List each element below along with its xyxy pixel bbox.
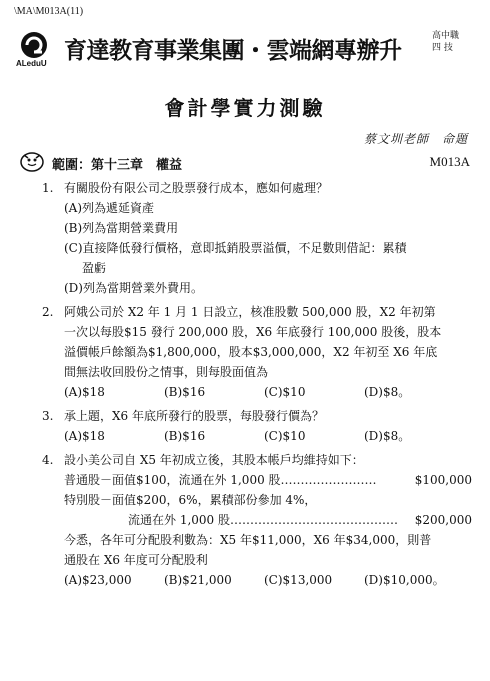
question-3 [42, 406, 472, 446]
question-stem-line: 溢價帳戶餘額為$1,800,000，股本$3,000,000，X2 年初至 X6 年底 [64, 345, 438, 359]
capital-row-label: 流通在外 1,000 股…………………………………… [128, 513, 398, 527]
page-title: 會計學實力測驗 [164, 96, 326, 120]
option-b: (B)列為當期營業費用 [64, 221, 179, 235]
organization-name: 育達教育事業集團・雲端網專辦升 [64, 38, 402, 64]
question-list [42, 178, 472, 590]
options-row [64, 382, 472, 402]
school-levels [432, 30, 459, 54]
question-stem: 有關股份有限公司之股票發行成本，應如何處理？ [64, 181, 329, 195]
author-line: 蔡文圳老師 命題 [363, 132, 468, 146]
question-stem-line: 阿娥公司於 X2 年 1 月 1 日設立，核准股數 500,000 股，X2 年初第 [64, 305, 436, 319]
capital-row [64, 470, 472, 490]
option-c: (C)$13,000 [264, 573, 333, 587]
document-code: \MA\M013A(11) [14, 6, 84, 17]
capital-row-amount: $200,000 [414, 513, 472, 527]
options-row [64, 570, 472, 590]
capital-row-amount: $100,000 [414, 473, 472, 487]
question-number: 2. [42, 305, 54, 319]
question-number: 1. [42, 181, 54, 195]
organization-logo-icon [14, 30, 60, 68]
question-stem: 承上題，X6 年底所發行的股票，每股發行價為？ [64, 409, 324, 423]
option-a: (A)$18 [64, 429, 105, 443]
question-1 [42, 178, 472, 298]
question-stem: 設小美公司自 X5 年初成立後，其股本帳戶均維持如下： [64, 453, 364, 467]
question-stem-line: 間無法收回股份之情事，則每股面值為 [64, 365, 269, 379]
scope-code: M013A [429, 154, 470, 169]
option-a: (A)$18 [64, 385, 105, 399]
level-bottom: 四 技 [432, 43, 453, 53]
option-c: (C)$10 [264, 385, 306, 399]
option-b: (B)$16 [164, 385, 206, 399]
question-tail-line: 通股在 X6 年度可分配股利 [64, 553, 208, 567]
question-stem-line: 一次以每股$15 發行 200,000 股，X6 年底發行 100,000 股後，股本 [64, 325, 442, 339]
capital-row-label: 特別股－面值$200，6%，累積部份參加 4%， [64, 493, 317, 507]
question-number: 3. [42, 409, 54, 423]
scope-label: 範圍：第十三章 權益 [52, 158, 183, 173]
header [14, 30, 476, 68]
capital-row [64, 490, 472, 510]
question-2 [42, 302, 472, 402]
option-d: (D)列為當期營業外費用。 [64, 281, 203, 295]
option-b: (B)$16 [164, 429, 206, 443]
level-top: 高中職 [432, 31, 460, 41]
question-number: 4. [42, 453, 54, 467]
option-b: (B)$21,000 [164, 573, 232, 587]
option-c: (C)直接降低發行價格，意即抵銷股票溢價，不足數則借記：累積 [64, 241, 407, 255]
option-a: (A)$23,000 [64, 573, 132, 587]
question-4 [42, 450, 472, 590]
capital-row [64, 510, 472, 530]
option-d: (D)$8。 [364, 385, 411, 399]
options-row [64, 426, 472, 446]
question-tail-line: 今悉，各年可分配股利數為：X5 年$11,000，X6 年$34,000，則普 [64, 533, 432, 547]
option-c: (C)$10 [264, 429, 306, 443]
scope-bar [20, 150, 470, 172]
option-c-continued: 盈虧 [82, 261, 107, 275]
svg-text:ALeduU: ALeduU [16, 59, 47, 68]
mascot-icon [20, 150, 56, 172]
option-d: (D)$10,000。 [364, 573, 445, 587]
capital-row-label: 普通股－面值$100，流通在外 1,000 股…………………… [64, 473, 377, 487]
option-d: (D)$8。 [364, 429, 411, 443]
option-a: (A)列為遞延資產 [64, 201, 155, 215]
